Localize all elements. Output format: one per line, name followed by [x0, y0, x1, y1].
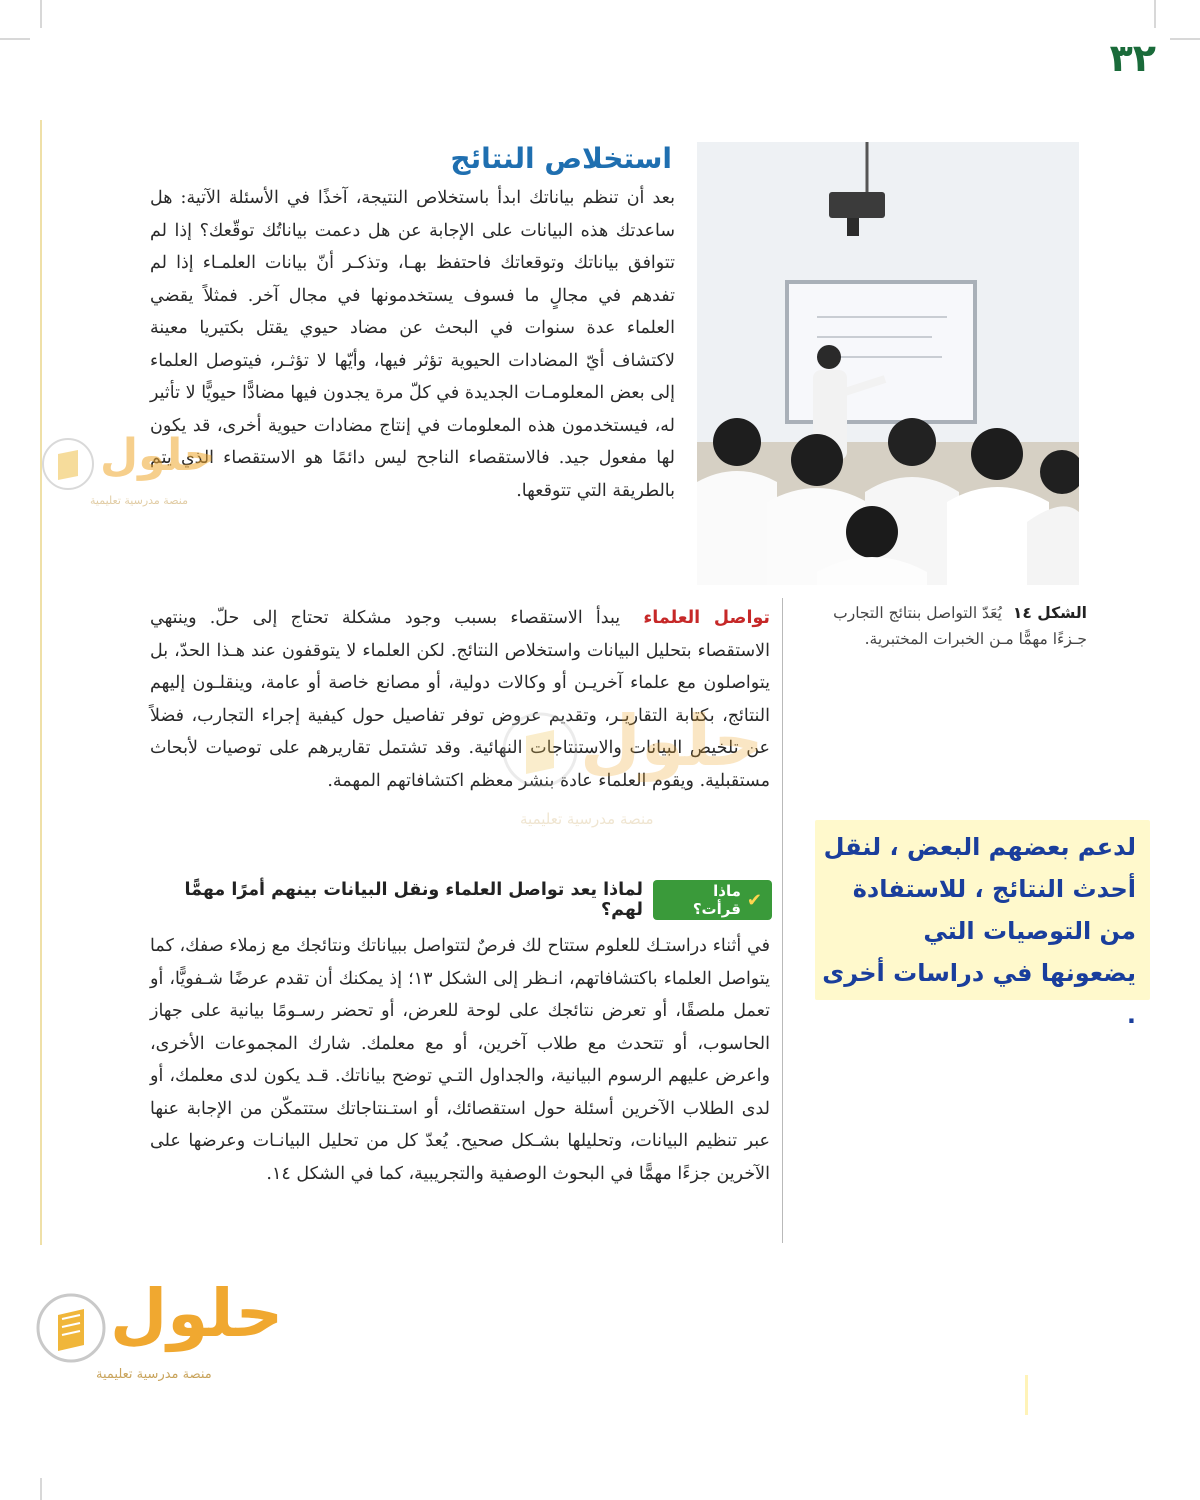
term-scientists-communication: تواصل العلماء	[643, 608, 770, 628]
reading-check-badge	[653, 880, 772, 920]
crop-mark-top-right-v	[1154, 0, 1156, 28]
answer-note: لدعم بعضهم البعض ، لنقل أحدث النتائج ، للاستفادة من التوصيات التي يضعونها في دراسات أخرى .	[815, 820, 1150, 1000]
figure-caption-text: يُعَدّ التواصل بنتائج التجارب جـزءًا مهمًّا مـن الخبرات المختبرية.	[833, 604, 1087, 648]
reading-check-label: ماذا قرأت؟	[692, 882, 741, 918]
watermark-logo-small	[40, 430, 240, 510]
classroom-illustration	[697, 142, 1079, 585]
footer-tagline: منصة مدرسية تعليمية	[96, 1367, 212, 1382]
crop-mark-bottom-left	[40, 1478, 42, 1500]
projector-icon	[829, 192, 885, 218]
footer-brand: حلول	[110, 1275, 284, 1352]
class-communication-paragraph: في أثناء دراستـك للعلوم ستتاح لك فرصٌ لتتواصل ببياناتك ونتائجك مع زملاء صفك، كما يتواصل العلماء باكتشافاتهم، انـظر إلى الشكل ١٣؛ إذ يمكنك أن تقدم عرضًا شـفويًّا، أو تعمل ملصقًا، أو تعرض نتائجك على لوحة للعرض، أو تحضر رسـومًا بيانية على جهاز الحاسوب، أو تتحدث مع طلاب آخرين، أو مع معلمك. شارك المجموعات الأخرى، واعرض عليهم الرسوم البيانية، والجداول التـي توضح بياناتك. قـد يكون لدى معلمك، أو لدى الطلاب الآخرين أسئلة حول استقصائك، أو استـنتاجاتك ستتمكّن من الإجابة عنها عبر تنظيم البيانات، وتحليلها بشـكل صحيح. يُعدّ كل من تحليل البيانـات وعرضها على الآخرين جزءًا مهمًّا في البحوث الوصفية والتجريبية، كما في الشكل ١٤.	[150, 936, 770, 1184]
textbook-page	[40, 120, 1160, 1245]
watermark-logo-center	[500, 700, 800, 840]
book-circle-icon	[40, 436, 96, 492]
watermark-tagline: منصة مدرسية تعليمية	[520, 810, 654, 828]
crop-mark-top-left	[0, 38, 30, 40]
page-number: ٣٢	[1109, 36, 1156, 80]
figure-label: الشكل ١٤	[1012, 604, 1087, 622]
checkmark-icon: ✔	[746, 889, 762, 911]
classroom-photo	[697, 142, 1079, 585]
watermark-brand: حلول	[100, 430, 216, 481]
book-circle-icon	[500, 710, 580, 790]
crop-mark-top-left-v	[40, 0, 42, 28]
reading-check-question: لماذا يعد تواصل العلماء ونقل البيانات بينهم أمرًا مهمًّا لهم؟	[184, 880, 643, 920]
column-divider	[782, 598, 783, 1243]
watermark-tagline: منصة مدرسية تعليمية	[90, 494, 188, 507]
figure-caption	[797, 600, 1087, 652]
intro-paragraph: بعد أن تنظم بياناتك ابدأ باستخلاص النتيجة، آخذًا في الأسئلة الآتية: هل ساعدتك هذه البيانات على الإجابة عن هل دعمت بياناتُك توقّعك؟ إذا لم تتوافق بياناتك وتوقعاتك فاحتفظ بهـا، وتذكـر أنّ بيانات العلمـاء إذا لم تفدهم في مجالٍ ما فسوف يستخدمونها في مجال آخر. فمثلاً يقضي العلماء عدة سنوات في البحث عن مضاد حيوي يقتل بكتيريا معينة لاكتشاف أيّ المضادات الحيوية تؤثر فيها، وأيّها لا تؤثـر، فيتوصل العلماء إلى بعض المعلومـات الجديدة في كلّ مرة يجدون فيها مضادًّا حيويًّا لا تأثير له، فيستخدمون هذه المعلومات في إنتاج مضادات حيوية أخرى، قد يكون لها مفعول جيد. فالاستقصاء الناجح ليس دائمًا هو الاستقصاء الذي يتم بالطريقة التي تتوقعها.	[150, 188, 675, 501]
reading-check	[152, 880, 772, 920]
faint-mark	[1025, 1375, 1028, 1415]
section-title: استخلاص النتائج	[450, 142, 672, 175]
book-circle-icon	[34, 1291, 108, 1365]
watermark-brand: حلول	[580, 700, 764, 782]
crop-mark-top-right	[1170, 38, 1200, 40]
footer-logo	[30, 1275, 290, 1395]
scientists-communication-text: يبدأ الاستقصاء بسبب وجود مشكلة تحتاج إلى حلّ. وينتهي الاستقصاء بتحليل البيانات واستخلاص النتائج. لكن العلماء لا يتوقفون عند هـذا الحدّ، بل يتواصلون مع علماء آخريـن أو وكالات دولية، أو مصانع خاصة أو عامة، وينقلـون إليهم النتائج، بكتابة التقاريـر، وتقديم عروض توفر تفاصيل حول كيفية إجراء التجارب، فضلاً عن تلخيص البيانات والاستنتاجات النهائية. وقد تشتمل تقاريرهم على توصيات لأبحاث مستقبلية. ويقوم العلماء عادة بنشر معظم اكتشافاتهم المهمة.	[150, 608, 770, 791]
